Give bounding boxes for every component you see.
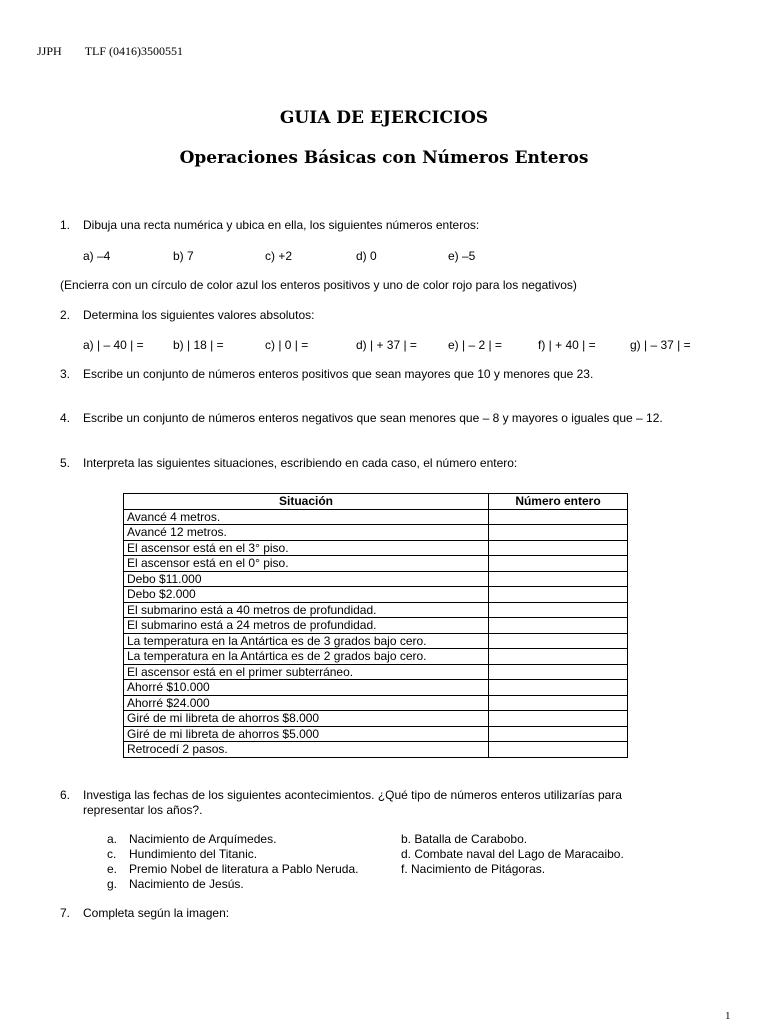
answer-cell[interactable] (489, 509, 628, 525)
header-situacion: Situación (124, 494, 489, 510)
answer-cell[interactable] (489, 726, 628, 742)
situation-cell: Ahorré $24.000 (124, 695, 489, 711)
q6-item-text: Premio Nobel de literatura a Pablo Neruda. (129, 862, 359, 876)
q2-option-b: b) | 18 | = (173, 338, 224, 352)
question-1-note: (Encierra con un círculo de color azul los enteros positivos y uno de color rojo para los negativos) (60, 278, 577, 292)
q6-item-right: d. Combate naval del Lago de Maracaibo. (401, 847, 624, 861)
question-4-text: Escribe un conjunto de números enteros negativos que sean menores que – 8 y mayores o iguales que – 12. (83, 411, 663, 425)
question-5-number: 5. (60, 456, 71, 470)
table-row (124, 680, 628, 696)
q6-item-label: e. (107, 862, 118, 876)
q6-item-text: Nacimiento de Jesús. (129, 877, 244, 891)
answer-cell[interactable] (489, 711, 628, 727)
situation-cell: Avancé 12 metros. (124, 525, 489, 541)
table-row (124, 602, 628, 618)
question-3-text: Escribe un conjunto de números enteros positivos que sean mayores que 10 y menores que 23. (83, 367, 594, 381)
table-row (124, 664, 628, 680)
situation-cell: Debo $2.000 (124, 587, 489, 603)
q2-option-a: a) | – 40 | = (83, 338, 144, 352)
situation-cell: La temperatura en la Antártica es de 3 grados bajo cero. (124, 633, 489, 649)
q6-item-label: a. (107, 832, 118, 846)
situation-cell: Giré de mi libreta de ahorros $8.000 (124, 711, 489, 727)
situation-cell: Debo $11.000 (124, 571, 489, 587)
table-row (124, 742, 628, 758)
q2-option-e: e) | – 2 | = (448, 338, 502, 352)
question-6-text-line1: Investiga las fechas de los siguientes acontecimientos. ¿Qué tipo de números enteros utilizarías para (83, 788, 622, 802)
q6-item-text: Hundimiento del Titanic. (129, 847, 258, 861)
q1-option-a: a) –4 (83, 249, 111, 263)
answer-cell[interactable] (489, 742, 628, 758)
answer-cell[interactable] (489, 525, 628, 541)
q2-option-c: c) | 0 | = (265, 338, 309, 352)
answer-cell[interactable] (489, 571, 628, 587)
table-row (124, 587, 628, 603)
q6-item-text: Nacimiento de Arquímedes. (129, 832, 277, 846)
document-header (37, 44, 183, 59)
question-1-text: Dibuja una recta numérica y ubica en ella, los siguientes números enteros: (83, 218, 480, 232)
q1-option-b: b) 7 (173, 249, 194, 263)
question-6-number: 6. (60, 788, 71, 802)
page-number: 1 (725, 1010, 731, 1022)
answer-cell[interactable] (489, 633, 628, 649)
question-1-number: 1. (60, 218, 71, 232)
table-row (124, 571, 628, 587)
answer-cell[interactable] (489, 680, 628, 696)
answer-cell[interactable] (489, 602, 628, 618)
q1-option-e: e) –5 (448, 249, 476, 263)
table-row (124, 540, 628, 556)
table-row (124, 618, 628, 634)
table-header-row (124, 494, 628, 510)
question-6-text-line2: representar los años?. (83, 803, 203, 817)
table-row (124, 711, 628, 727)
author-initials: JJPH (37, 44, 62, 58)
situation-cell: Retrocedí 2 pasos. (124, 742, 489, 758)
q1-option-d: d) 0 (356, 249, 377, 263)
question-2-text: Determina los siguientes valores absolutos: (83, 308, 315, 322)
answer-cell[interactable] (489, 695, 628, 711)
situation-cell: Giré de mi libreta de ahorros $5.000 (124, 726, 489, 742)
situation-cell: Avancé 4 metros. (124, 509, 489, 525)
table-row (124, 633, 628, 649)
q6-item-label: g. (107, 877, 118, 891)
situation-cell: La temperatura en la Antártica es de 2 grados bajo cero. (124, 649, 489, 665)
answer-cell[interactable] (489, 664, 628, 680)
answer-cell[interactable] (489, 587, 628, 603)
q1-option-c: c) +2 (265, 249, 293, 263)
q6-item-label: c. (107, 847, 117, 861)
page-subtitle: Operaciones Básicas con Números Enteros (179, 148, 589, 168)
answer-cell[interactable] (489, 649, 628, 665)
page-title: GUIA DE EJERCICIOS (279, 108, 489, 128)
situation-cell: El ascensor está en el 0° piso. (124, 556, 489, 572)
header-numero-entero: Número entero (489, 494, 628, 510)
q6-item-right: b. Batalla de Carabobo. (401, 832, 528, 846)
table-row (124, 509, 628, 525)
question-5-text: Interpreta las siguientes situaciones, escribiendo en cada caso, el número entero: (83, 456, 518, 470)
situation-cell: Ahorré $10.000 (124, 680, 489, 696)
q2-option-g: g) | – 37 | = (630, 338, 691, 352)
situation-cell: El ascensor está en el primer subterráneo. (124, 664, 489, 680)
situations-table (123, 493, 628, 758)
answer-cell[interactable] (489, 556, 628, 572)
table-row (124, 556, 628, 572)
q2-option-d: d) | + 37 | = (356, 338, 417, 352)
table-row (124, 726, 628, 742)
table-row (124, 525, 628, 541)
question-2-number: 2. (60, 308, 71, 322)
situation-cell: El ascensor está en el 3° piso. (124, 540, 489, 556)
answer-cell[interactable] (489, 540, 628, 556)
q2-option-f: f) | + 40 | = (538, 338, 596, 352)
phone-number: TLF (0416)3500551 (84, 44, 184, 58)
situation-cell: El submarino está a 24 metros de profundidad. (124, 618, 489, 634)
question-7-number: 7. (60, 906, 71, 920)
answer-cell[interactable] (489, 618, 628, 634)
question-4-number: 4. (60, 411, 71, 425)
question-7-text: Completa según la imagen: (83, 906, 230, 920)
situation-cell: El submarino está a 40 metros de profundidad. (124, 602, 489, 618)
table-row (124, 695, 628, 711)
q6-item-right: f. Nacimiento de Pitágoras. (401, 862, 546, 876)
question-3-number: 3. (60, 367, 71, 381)
table-row (124, 649, 628, 665)
